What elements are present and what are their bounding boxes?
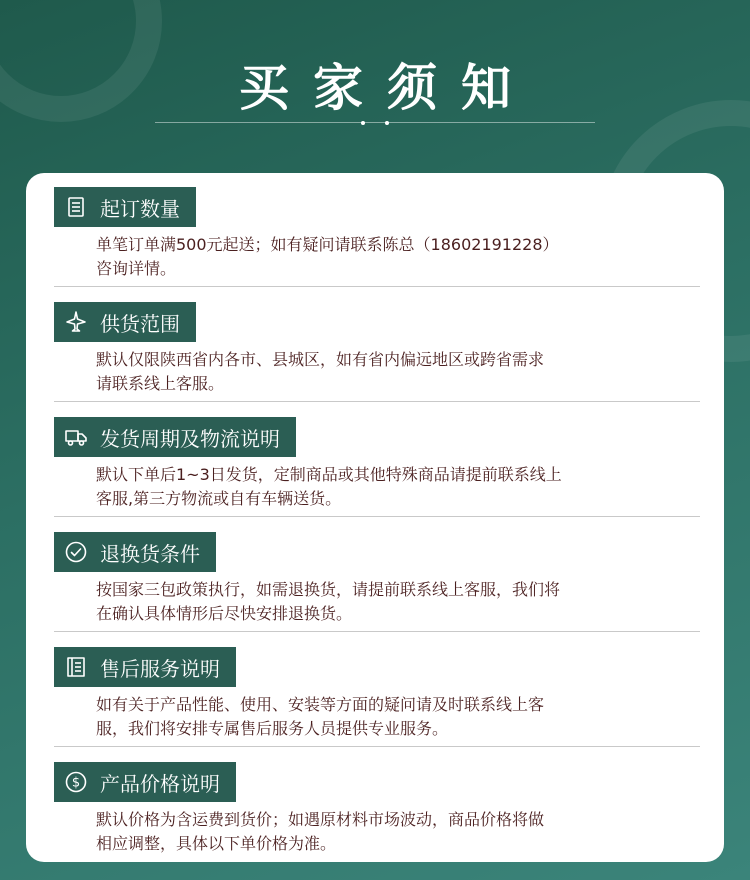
section-body-line: 默认价格为含运费到货价；如遇原材料市场波动，商品价格将做 xyxy=(96,810,545,829)
section-heading-label: 产品价格说明 xyxy=(100,771,220,796)
truck-icon xyxy=(64,425,88,449)
section-returns xyxy=(54,532,700,626)
section-heading-label: 起订数量 xyxy=(100,196,180,221)
notice-card xyxy=(26,173,724,862)
section-body-line: 单笔订单满500元起送；如有疑问请联系陈总（18602191228） xyxy=(96,235,559,254)
section-heading xyxy=(54,762,236,802)
section-body-line: 请联系线上客服。 xyxy=(96,374,225,393)
section-heading-label: 发货周期及物流说明 xyxy=(100,426,280,451)
section-body xyxy=(96,578,700,626)
section-body xyxy=(96,463,700,511)
airplane-icon xyxy=(64,310,88,334)
section-body-line: 在确认具体情形后尽快安排退换货。 xyxy=(96,604,353,623)
section-body-line: 默认下单后1~3日发货，定制商品或其他特殊商品请提前联系线上 xyxy=(96,465,562,484)
section-heading xyxy=(54,302,196,342)
section-body-line: 默认仅限陕西省内各市、县城区，如有省内偏远地区或跨省需求 xyxy=(96,350,545,369)
section-body-line: 咨询详情。 xyxy=(96,259,177,278)
svg-text:$: $ xyxy=(71,775,81,791)
section-heading xyxy=(54,187,196,227)
page-title: 买家须知 xyxy=(239,59,535,117)
section-order-quantity xyxy=(54,187,700,281)
section-body-line: 如有关于产品性能、使用、安装等方面的疑问请及时联系线上客 xyxy=(96,695,545,714)
section-after-sales xyxy=(54,647,700,741)
section-body xyxy=(96,348,700,396)
section-heading xyxy=(54,532,216,572)
section-divider xyxy=(54,286,700,287)
section-heading-label: 退换货条件 xyxy=(100,541,200,566)
section-divider xyxy=(54,401,700,402)
section-divider xyxy=(54,631,700,632)
document-icon xyxy=(64,195,88,219)
section-divider xyxy=(54,746,700,747)
section-body xyxy=(96,693,700,741)
title-divider xyxy=(155,122,595,123)
section-divider xyxy=(54,516,700,517)
section-body-line: 按国家三包政策执行，如需退换货，请提前联系线上客服，我们将 xyxy=(96,580,561,599)
section-body xyxy=(96,808,700,856)
section-shipping xyxy=(54,417,700,511)
book-icon xyxy=(64,655,88,679)
section-heading xyxy=(54,647,236,687)
section-heading-label: 供货范围 xyxy=(100,311,180,336)
check-circle-icon xyxy=(64,540,88,564)
section-body-line: 客服,第三方物流或自有车辆送货。 xyxy=(96,489,342,508)
section-heading xyxy=(54,417,296,457)
section-heading-label: 售后服务说明 xyxy=(100,656,220,681)
section-pricing xyxy=(54,762,700,856)
section-supply-range xyxy=(54,302,700,396)
dollar-icon xyxy=(64,770,88,794)
section-body-line: 服，我们将安排专属售后服务人员提供专业服务。 xyxy=(96,719,449,738)
section-body xyxy=(96,233,700,281)
section-body-line: 相应调整，具体以下单价格为准。 xyxy=(96,834,337,853)
